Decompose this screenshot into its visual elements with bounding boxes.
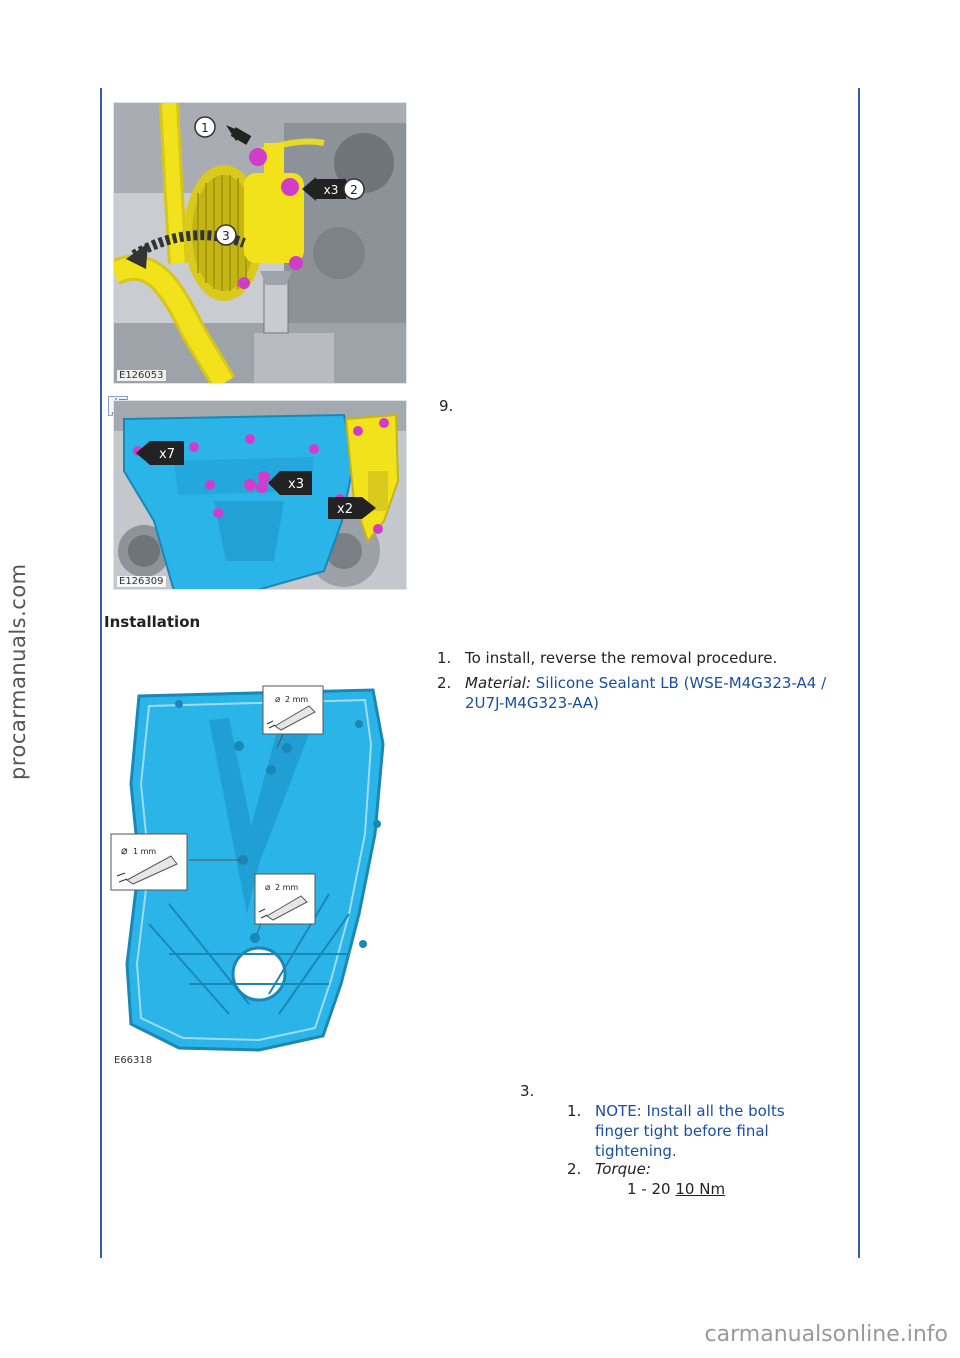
material-link[interactable]: Silicone Sealant LB (WSE-M4G323-A4 / 2U7J-M4G323-AA) [465, 674, 827, 712]
multiplier-label: x3 [323, 183, 339, 197]
install-step-2 [437, 673, 857, 717]
removal-step-9: 9. [439, 397, 454, 415]
figure-e66318 [108, 683, 404, 1071]
install-step-2-number: 2. [437, 674, 452, 692]
bottom-watermark: carmanualsonline.info [704, 1322, 948, 1347]
torque-range: 1 - 20 [627, 1180, 671, 1198]
multiplier-x3: x3 [288, 477, 304, 492]
install-step-1-number: 1. [437, 649, 452, 667]
figure-code: E66318 [114, 1055, 153, 1066]
callout-1: 1 [201, 121, 209, 135]
multiplier-x7: x7 [159, 447, 175, 462]
svg-text:⌀: ⌀ [275, 695, 281, 705]
torque-spec [627, 1179, 827, 1201]
sub-step-1-number: 1. [567, 1102, 582, 1120]
figure-code: E126309 [119, 576, 164, 587]
sealant-diameter-top: 2 mm [285, 695, 309, 704]
multiplier-x2: x2 [337, 502, 353, 517]
svg-text:⌀: ⌀ [121, 844, 128, 857]
note-text: NOTE: Install all the bolts finger tight before final tightening. [595, 1102, 785, 1160]
side-watermark: procarmanuals.com [6, 563, 30, 780]
install-step-1-text: To install, reverse the removal procedure. [465, 649, 778, 667]
torque-value[interactable]: 10 Nm [675, 1180, 726, 1198]
sealant-diameter-bottom: 2 mm [275, 883, 299, 892]
install-step-1 [437, 648, 857, 670]
figure-e126309 [113, 400, 407, 590]
torque-label: Torque: [595, 1160, 651, 1178]
pump-illustration [114, 103, 407, 384]
callout-2: 2 [350, 183, 358, 197]
material-label: Material: [465, 674, 531, 692]
left-margin-rule [100, 88, 102, 1258]
sealant-diameter-left: 1 mm [133, 847, 157, 856]
figure-code: E126053 [119, 370, 164, 381]
timing-cover-sealant-illustration [109, 684, 404, 1071]
install-step-3-sub-1 [567, 1101, 817, 1163]
svg-text:⌀: ⌀ [265, 883, 271, 893]
install-step-3-number: 3. [520, 1082, 535, 1100]
section-heading: Installation [104, 613, 201, 631]
callout-3: 3 [222, 229, 230, 243]
figure-e126053 [113, 102, 407, 384]
sub-step-2-number: 2. [567, 1160, 582, 1178]
timing-cover-bolts-illustration [114, 401, 407, 590]
right-margin-rule [858, 88, 860, 1258]
install-step-3-sub-2 [567, 1159, 817, 1181]
